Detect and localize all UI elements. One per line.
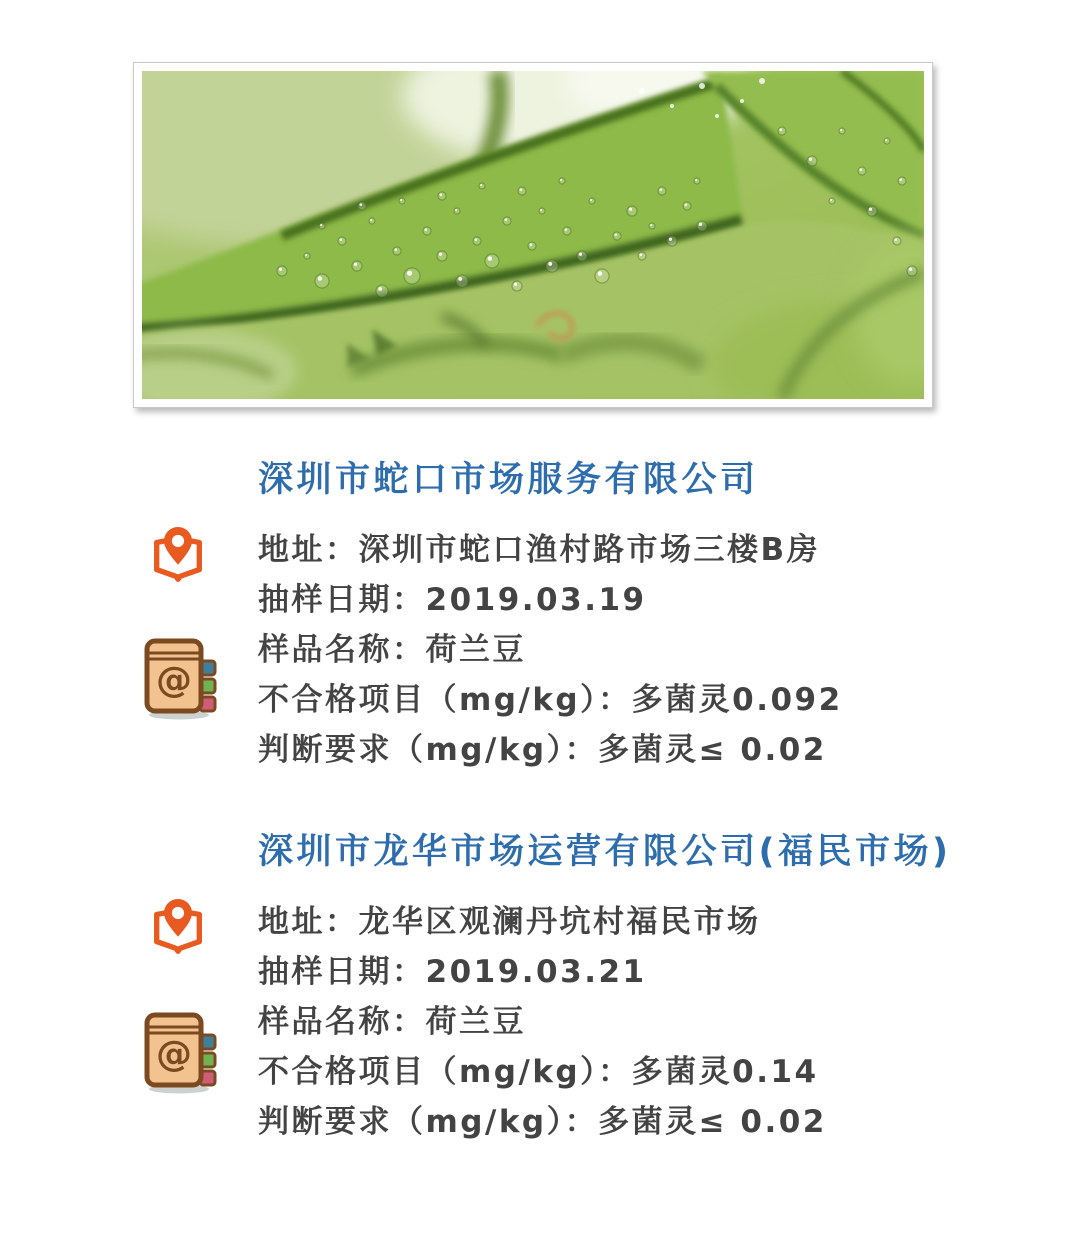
company-name: 深圳市蛇口市场服务有限公司	[258, 460, 759, 500]
address-line: 地址：深圳市蛇口渔村路市场三楼B房	[258, 532, 821, 568]
sample-name-line: 样品名称：荷兰豆	[258, 1004, 526, 1040]
map-pin-icon	[147, 524, 209, 588]
failed-item-line: 不合格项目（mg/kg）：多菌灵0.14	[258, 1054, 819, 1090]
judgment-line: 判断要求（mg/kg）：多菌灵≤ 0.02	[258, 732, 827, 768]
snow-peas-photo	[142, 71, 924, 399]
address-line: 地址：龙华区观澜丹坑村福民市场	[258, 904, 761, 940]
address-book-icon	[142, 636, 220, 720]
company-name: 深圳市龙华市场运营有限公司(福民市场)	[258, 832, 952, 872]
judgment-line: 判断要求（mg/kg）：多菌灵≤ 0.02	[258, 1104, 827, 1140]
section-details	[258, 897, 827, 1147]
address-book-icon	[142, 1010, 220, 1094]
map-pin-icon	[147, 896, 209, 960]
sampling-date-line: 抽样日期：2019.03.21	[258, 954, 647, 990]
sample-name-line: 样品名称：荷兰豆	[258, 632, 526, 668]
photo-frame	[133, 62, 933, 408]
failed-item-line: 不合格项目（mg/kg）：多菌灵0.092	[258, 682, 843, 718]
section-details	[258, 525, 843, 775]
sampling-date-line: 抽样日期：2019.03.19	[258, 582, 647, 618]
